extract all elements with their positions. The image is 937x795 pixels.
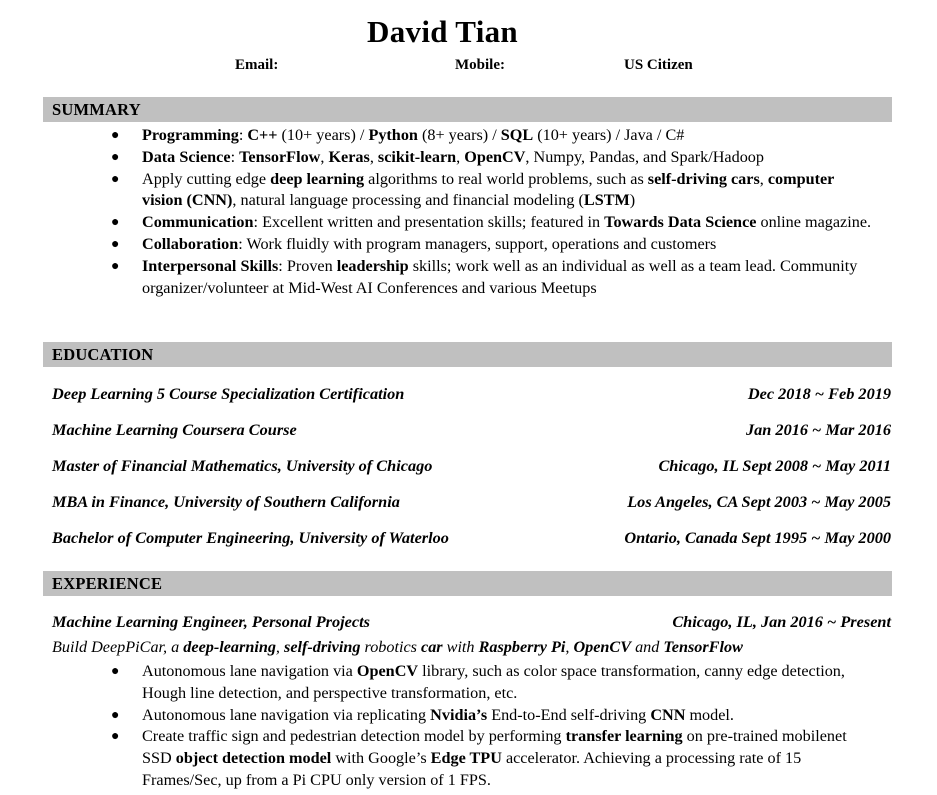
education-date: Jan 2016 ~ Mar 2016 — [746, 420, 891, 439]
bold-text: self-driving — [284, 638, 361, 656]
bold-text: OpenCV — [356, 662, 419, 680]
education-degree: MBA in Finance, University of Southern California — [52, 492, 400, 511]
text-run: : — [238, 126, 248, 144]
text-run: , — [320, 147, 329, 166]
bold-text: CNN — [650, 705, 686, 724]
bold-text: self-driving cars — [647, 169, 760, 188]
education-degree: Master of Financial Mathematics, University of Chicago — [52, 456, 433, 475]
bold-text: deep-learning — [183, 638, 276, 656]
list-item — [0, 661, 872, 705]
list-item — [0, 125, 872, 147]
mobile-label: Mobile: — [455, 57, 505, 73]
bold-text: computer vision (CNN) — [142, 169, 835, 210]
text-run: , — [456, 147, 465, 166]
bold-text: TensorFlow — [239, 147, 321, 166]
bold-text: Raspberry Pi — [478, 638, 566, 656]
bold-text: Interpersonal Skills — [142, 256, 279, 275]
text-run: online magazine. — [756, 213, 872, 232]
summary-title: SUMMARY — [52, 100, 141, 119]
bold-text: Keras — [328, 147, 370, 166]
education-section-bar — [43, 342, 892, 367]
text-run: and — [631, 638, 664, 656]
candidate-name: David Tian — [367, 14, 518, 49]
education-date: Ontario, Canada Sept 1995 ~ May 2000 — [624, 528, 891, 547]
bold-text: scikit-learn — [377, 147, 457, 166]
text-run: on pre-trained mobilenet SSD — [142, 727, 847, 768]
text-run: Build DeepPiCar, a — [52, 638, 184, 656]
education-date: Dec 2018 ~ Feb 2019 — [747, 384, 891, 403]
text-run: with — [442, 638, 479, 656]
education-degree: Machine Learning Coursera Course — [52, 420, 297, 439]
job-description — [52, 638, 743, 657]
text-run: library, such as color space transformation, canny edge detection, Hough line detection, and perspective transformation, etc. — [142, 662, 845, 702]
list-item — [0, 169, 872, 213]
bold-text: SQL — [500, 126, 534, 144]
text-run: , — [369, 147, 378, 166]
bullet-icon: ● — [111, 128, 120, 143]
education-row — [52, 492, 891, 514]
bold-text: Communication — [142, 213, 254, 232]
text-run: model. — [685, 705, 734, 724]
list-item — [0, 147, 872, 169]
summary-bullets — [0, 125, 937, 299]
text-run: , Numpy, Pandas, and Spark/Hadoop — [525, 147, 764, 166]
text-run: Autonomous lane navigation via — [142, 662, 357, 680]
text-run: (8+ years) / — [417, 126, 501, 144]
bullet-icon: ● — [111, 236, 120, 252]
bold-text: Programming — [142, 126, 239, 144]
text-run: accelerator. Achieving a processing rate of 15 Frames/Sec, up from a Pi CPU only version of 1 FPS. — [142, 749, 802, 789]
list-item — [0, 705, 872, 727]
bullet-icon: ● — [111, 707, 120, 723]
list-item — [0, 234, 872, 256]
bold-text: Edge TPU — [430, 749, 502, 768]
bold-text: Python — [368, 126, 418, 144]
text-run: ) — [629, 191, 636, 210]
text-run: : Proven — [278, 256, 337, 275]
job-location-date: Chicago, IL, Jan 2016 ~ Present — [672, 612, 891, 631]
bold-text: C++ — [247, 126, 278, 144]
text-run: , — [275, 638, 285, 656]
experience-title: EXPERIENCE — [52, 574, 163, 593]
bullet-icon: ● — [111, 664, 120, 679]
bold-text: Nvidia’s — [430, 705, 488, 724]
text-run: with Google’s — [331, 749, 431, 768]
text-run: , — [759, 169, 768, 188]
education-degree: Bachelor of Computer Engineering, University of Waterloo — [52, 528, 449, 547]
bold-text: object detection model — [175, 749, 332, 768]
bold-text: transfer learning — [565, 727, 683, 746]
text-run: Create traffic sign and pedestrian detection model by performing — [142, 727, 566, 746]
bullet-icon: ● — [111, 215, 120, 231]
experience-section-bar — [43, 571, 892, 596]
text-run: (10+ years) / Java / C# — [533, 126, 685, 144]
bold-text: TensorFlow — [663, 638, 743, 656]
bold-text: car — [421, 638, 443, 656]
text-run: (10+ years) / — [277, 126, 369, 144]
bullet-icon: ● — [111, 149, 120, 165]
bold-text: OpenCV — [464, 147, 526, 166]
bold-text: Towards Data Science — [604, 213, 757, 232]
job-title: Machine Learning Engineer, Personal Projects — [52, 612, 370, 631]
email-label: Email: — [235, 57, 279, 73]
education-date: Los Angeles, CA Sept 2003 ~ May 2005 — [627, 492, 891, 511]
bullet-icon: ● — [111, 729, 120, 745]
text-run: skills; work well as an individual as well as a team lead. Community organizer/volunteer at Mid-West AI Conferences and various Meetups — [142, 256, 858, 297]
education-title: EDUCATION — [52, 345, 154, 364]
text-run: Autonomous lane navigation via replicating — [142, 705, 431, 724]
bold-text: deep learning — [270, 169, 365, 188]
text-run: robotics — [360, 638, 422, 656]
job-header — [52, 612, 891, 634]
bold-text: Data Science — [142, 147, 231, 166]
text-run: Apply cutting edge — [142, 169, 271, 188]
education-row — [52, 420, 891, 442]
bold-text: leadership — [336, 256, 409, 275]
text-run: , — [565, 638, 574, 656]
list-item — [0, 726, 872, 791]
education-row — [52, 528, 891, 550]
citizenship: US Citizen — [624, 57, 693, 73]
text-run: : Work fluidly with program managers, support, operations and customers — [238, 234, 717, 253]
experience-bullets — [0, 661, 937, 792]
education-row — [52, 384, 891, 406]
text-run: : Excellent written and presentation skills; featured in — [253, 213, 605, 232]
bullet-icon: ● — [111, 171, 120, 187]
education-degree: Deep Learning 5 Course Specialization Certification — [52, 384, 405, 403]
summary-section-bar — [43, 97, 892, 122]
bullet-icon: ● — [111, 258, 120, 274]
text-run: End-to-End self-driving — [487, 705, 651, 724]
bold-text: LSTM — [583, 191, 630, 210]
text-run: algorithms to real world problems, such as — [364, 169, 648, 188]
education-row — [52, 456, 891, 478]
bold-text: Collaboration — [142, 234, 239, 253]
list-item — [0, 212, 872, 234]
list-item — [0, 256, 872, 300]
text-run: , natural language processing and financial modeling ( — [232, 191, 584, 210]
education-date: Chicago, IL Sept 2008 ~ May 2011 — [658, 456, 891, 475]
text-run: : — [230, 147, 240, 166]
bold-text: OpenCV — [573, 638, 632, 656]
